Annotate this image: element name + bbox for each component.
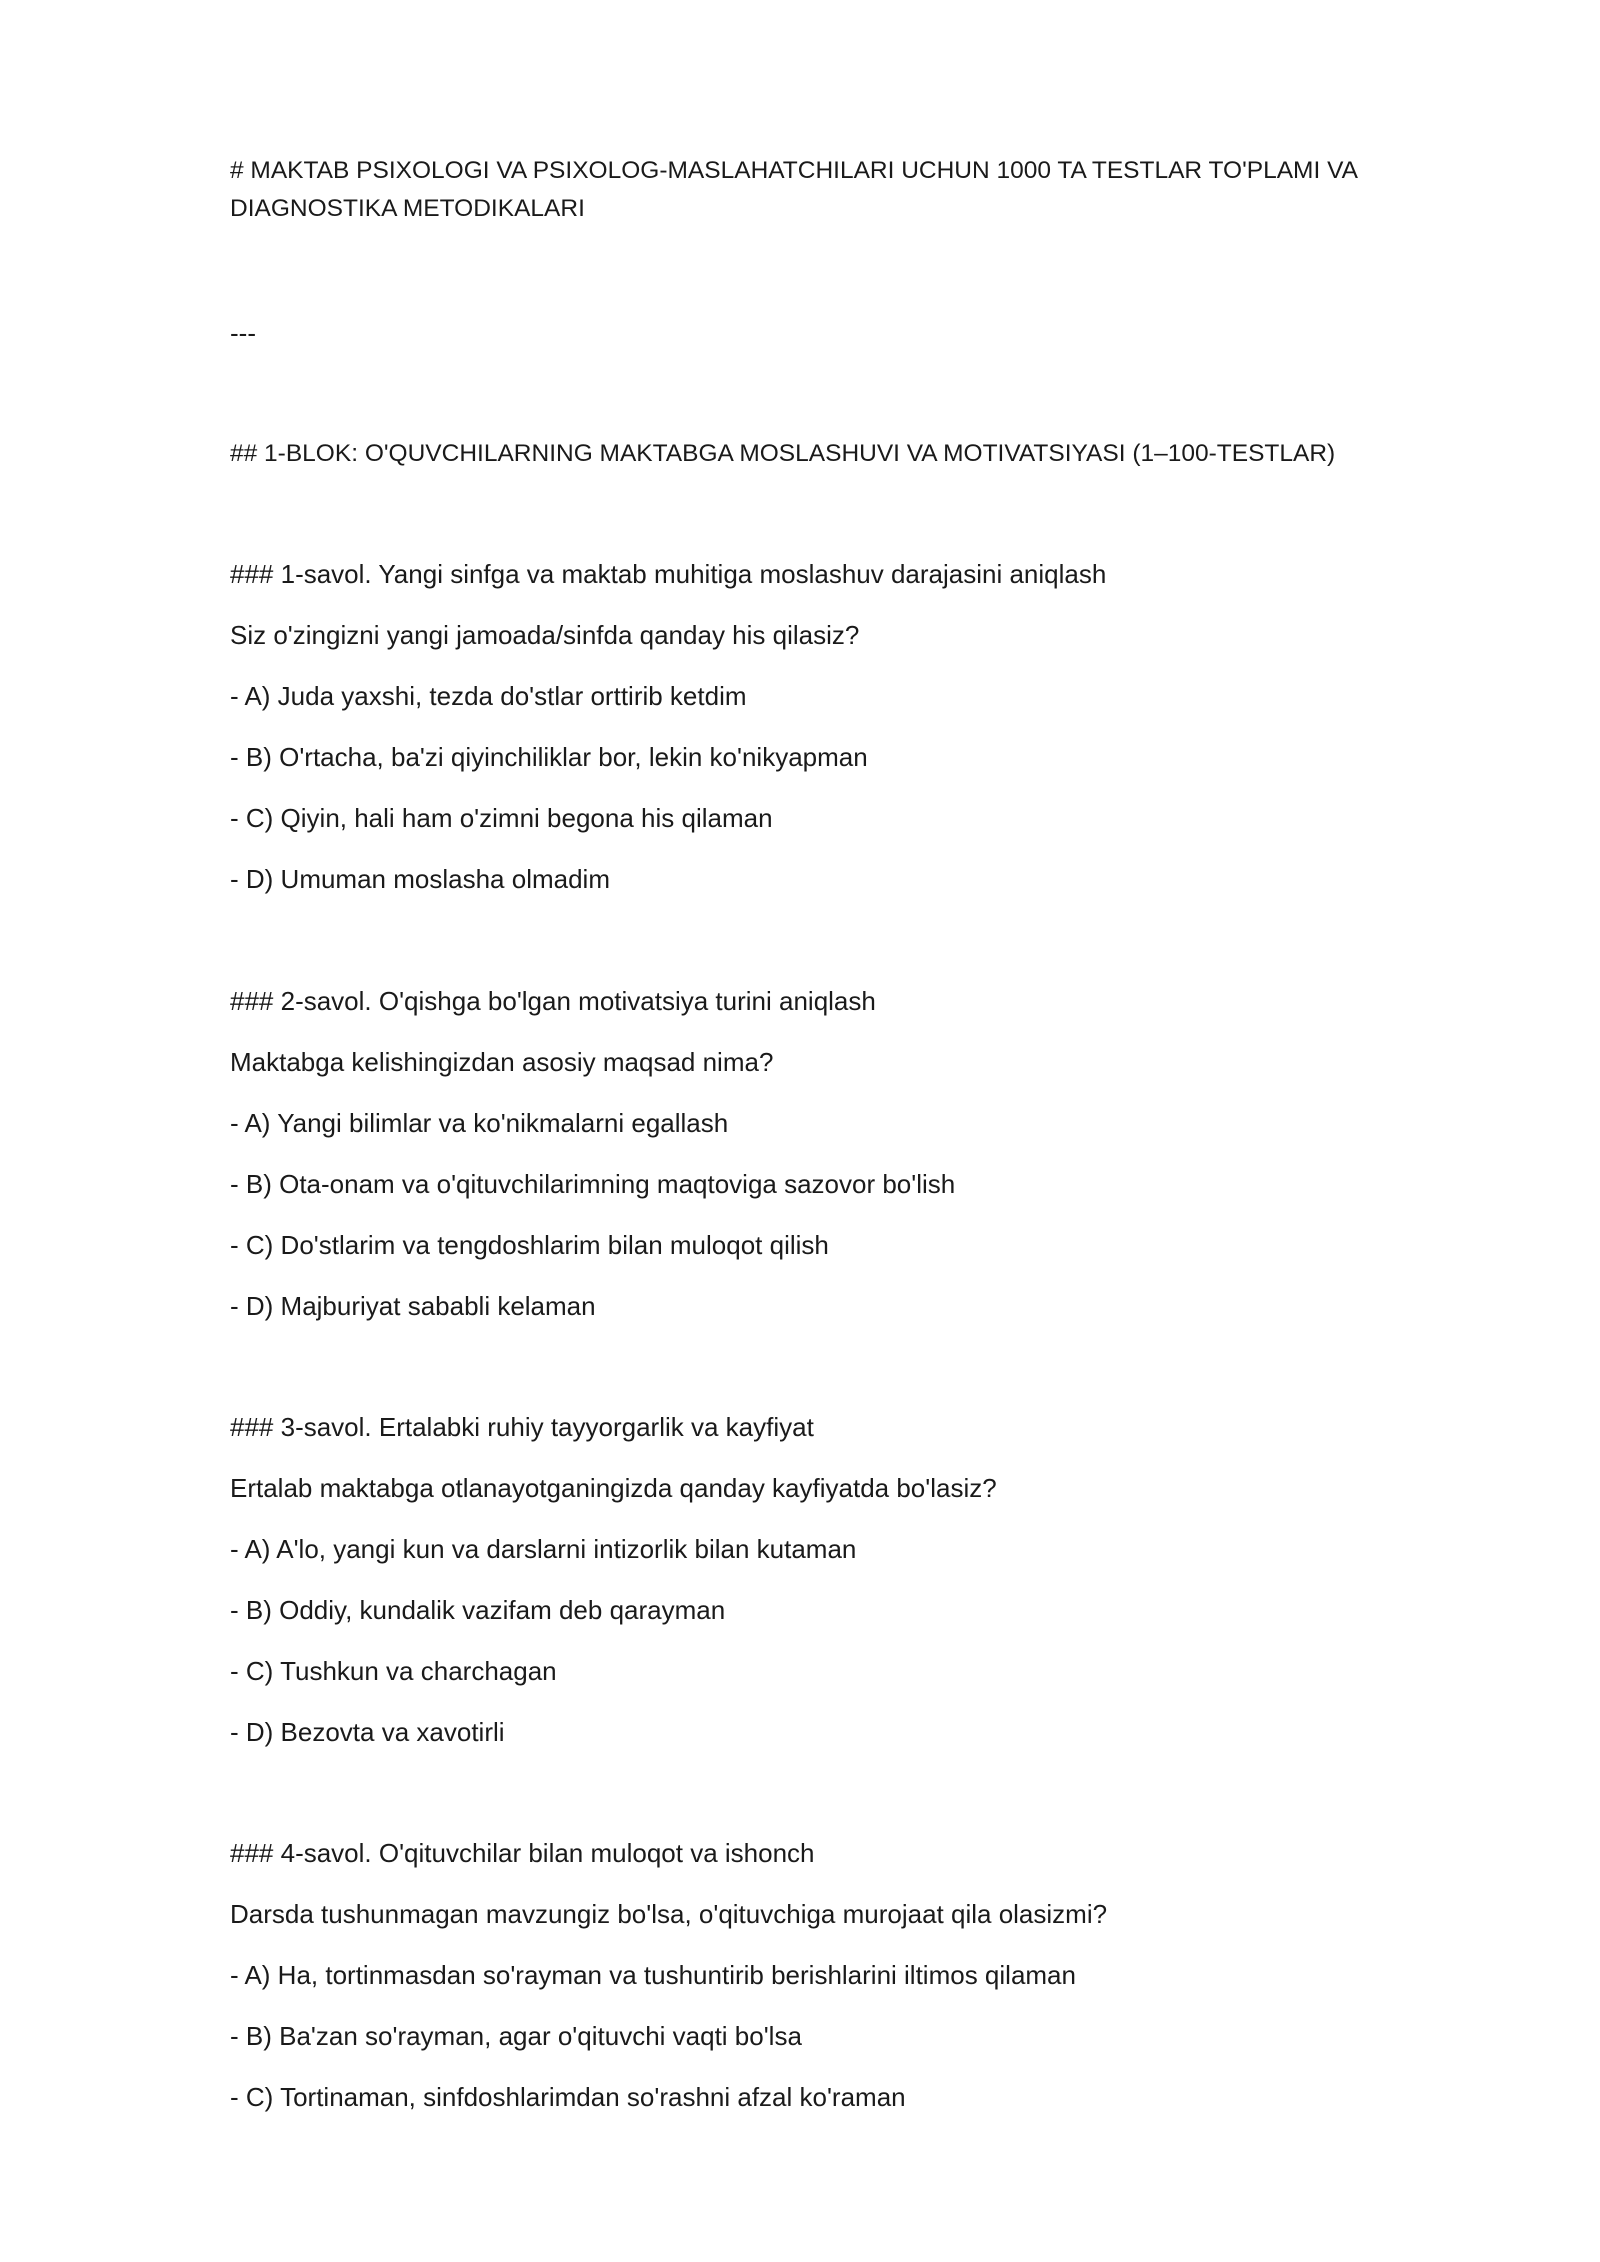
answer-option: - B) Ota-onam va o'qituvchilarimning maqtoviga sazovor bo'lish	[230, 1169, 956, 1199]
document-title: # MAKTAB PSIXOLOGI VA PSIXOLOG-MASLAHATCHILARI UCHUN 1000 TA TESTLAR TO'PLAMI VA DIAGNOSTIKA METODIKALARI	[230, 157, 1357, 222]
answer-option: - B) O'rtacha, ba'zi qiyinchiliklar bor, lekin ko'nikyapman	[230, 742, 868, 772]
question-heading: ### 4-savol. O'qituvchilar bilan muloqot va ishonch	[230, 1838, 815, 1868]
answer-option: - B) Oddiy, kundalik vazifam deb qarayman	[230, 1595, 726, 1625]
answer-option: - D) Bezovta va xavotirli	[230, 1717, 505, 1747]
answer-option: - C) Tortinaman, sinfdoshlarimdan so'rashni afzal ko'raman	[230, 2082, 906, 2112]
answer-option: - D) Majburiyat sababli kelaman	[230, 1291, 596, 1321]
question-prompt: Maktabga kelishingizdan asosiy maqsad nima?	[230, 1047, 774, 1077]
answer-option: - A) Yangi bilimlar va ko'nikmalarni egallash	[230, 1108, 729, 1138]
question-heading: ### 1-savol. Yangi sinfga va maktab muhitiga moslashuv darajasini aniqlash	[230, 559, 1107, 589]
answer-option: - C) Tushkun va charchagan	[230, 1656, 557, 1686]
question-heading: ### 3-savol. Ertalabki ruhiy tayyorgarlik va kayfiyat	[230, 1412, 814, 1442]
answer-option: - C) Do'stlarim va tengdoshlarim bilan muloqot qilish	[230, 1230, 829, 1260]
question-prompt: Ertalab maktabga otlanayotganingizda qanday kayfiyatda bo'lasiz?	[230, 1473, 997, 1503]
answer-option: - C) Qiyin, hali ham o'zimni begona his qilaman	[230, 803, 773, 833]
answer-option: - B) Ba'zan so'rayman, agar o'qituvchi vaqti bo'lsa	[230, 2021, 802, 2051]
separator: ---	[230, 318, 256, 348]
answer-option: - A) A'lo, yangi kun va darslarni intizorlik bilan kutaman	[230, 1534, 857, 1564]
answer-option: - A) Juda yaxshi, tezda do'stlar orttirib ketdim	[230, 681, 747, 711]
question-prompt: Darsda tushunmagan mavzungiz bo'lsa, o'qituvchiga murojaat qila olasizmi?	[230, 1899, 1108, 1929]
answer-option: - A) Ha, tortinmasdan so'rayman va tushuntirib berishlarini iltimos qilaman	[230, 1960, 1076, 1990]
answer-option: - D) Umuman moslasha olmadim	[230, 864, 610, 894]
block-heading: ## 1-BLOK: O'QUVCHILARNING MAKTABGA MOSLASHUVI VA MOTIVATSIYASI (1–100-TESTLAR)	[230, 440, 1336, 467]
question-prompt: Siz o'zingizni yangi jamoada/sinfda qanday his qilasiz?	[230, 620, 860, 650]
question-heading: ### 2-savol. O'qishga bo'lgan motivatsiya turini aniqlash	[230, 986, 876, 1016]
